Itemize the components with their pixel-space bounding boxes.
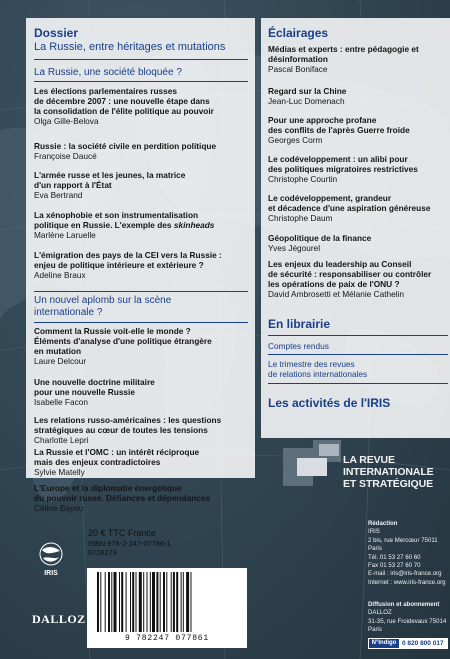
article-title: Les enjeux du leadership au Conseil de sécurité : responsabiliser ou contrôler les opérations de paix de l'ONU ?: [268, 259, 432, 289]
divider: [34, 59, 248, 60]
indigo-number: 0 820 800 017: [402, 640, 444, 647]
redaction-address: 2 bis, rue Mercœur 75011 Paris: [368, 536, 438, 553]
barcode-bars: [95, 572, 239, 634]
diffusion-address: 31-35, rue Froidevaux 75014 Paris: [368, 617, 447, 634]
toc-entry: [34, 86, 248, 126]
indigo-label: N°Indigo: [369, 639, 399, 648]
article-title: L'armée russe et les jeunes, la matrice d'un rapport à l'État: [34, 170, 186, 190]
barcode-bar: [132, 572, 134, 632]
barcode-bar: [150, 572, 151, 632]
article-author: Georges Corm: [268, 135, 323, 145]
toc-entry: [34, 210, 248, 240]
revue-title-line-1: LA REVUE: [343, 454, 395, 466]
librairie-item-comptes-rendus: Comptes rendus: [268, 341, 329, 351]
article-author: David Ambrosetti et Mélanie Cathelin: [268, 289, 405, 299]
barcode-bar: [171, 572, 172, 632]
product-code: 6728273: [88, 548, 117, 557]
article-author: Eva Bertrand: [34, 190, 83, 200]
article-title: Les élections parlementaires russes de décembre 2007 : une nouvelle étape dans la consolidation de l'élite politique au pouvoir: [34, 86, 214, 116]
barcode-bar: [114, 572, 117, 632]
price-block: [88, 528, 248, 557]
barcode-bar: [108, 572, 110, 632]
article-title: Russie : la société civile en perdition politique: [34, 141, 217, 151]
article-title: Pour une approche profane des conflits de l'après Guerre froide: [268, 115, 410, 135]
toc-entry: [34, 250, 248, 280]
article-title: Le codéveloppement, grandeur et décadence d'une aspiration généreuse: [268, 193, 431, 213]
article-title: Regard sur la Chine: [268, 86, 347, 96]
toc-entry: [268, 115, 448, 145]
barcode-bar: [166, 572, 167, 632]
revue-title-line-3: ET STRATÉGIQUE: [343, 478, 433, 490]
dossier-heading: Dossier: [34, 26, 79, 40]
barcode-bar: [111, 572, 112, 632]
toc-entry: [34, 447, 248, 477]
toc-entry: [34, 141, 248, 161]
barcode-bar: [183, 572, 184, 632]
redaction-label: Rédaction: [368, 520, 398, 527]
barcode-bar: [126, 572, 127, 632]
diffusion-name: DALLOZ: [368, 609, 392, 617]
barcode-bar: [130, 572, 131, 632]
barcode-bar: [147, 572, 148, 632]
barcode-bar: [176, 572, 178, 632]
barcode-bar: [160, 572, 161, 632]
redaction-tel: Tél. 01 53 27 60 60: [368, 553, 421, 561]
barcode-bar: [163, 572, 165, 632]
barcode: [87, 568, 247, 648]
article-author: Adeline Braux: [34, 270, 86, 280]
toc-entry: [268, 259, 448, 299]
librairie-item-trimestre: Le trimestre des revues de relations internationales: [268, 359, 368, 379]
article-author: Céline Bayou: [34, 503, 84, 513]
toc-entry: [268, 154, 448, 184]
article-author: Sylvie Matelly: [34, 467, 85, 477]
toc-entry: [268, 233, 448, 253]
article-title: Le codéveloppement : un alibi pour des politiques migratoires restrictives: [268, 154, 418, 174]
barcode-bar: [186, 572, 189, 632]
redaction-fax: Fax 01 53 27 60 70: [368, 562, 421, 570]
isbn: ISBN 978-2-247-07786-1: [88, 539, 171, 548]
article-title: Comment la Russie voit-elle le monde ? Éléments d'analyse d'une politique étrangère en mutation: [34, 326, 212, 356]
toc-entry: [34, 483, 248, 513]
barcode-bar: [181, 572, 182, 632]
article-author: Pascal Boniface: [268, 64, 328, 74]
redaction-email: E-mail : iris@iris-france.org: [368, 570, 442, 578]
diffusion-label: Diffusion et abonnement: [368, 601, 440, 608]
toc-entry: [34, 170, 248, 200]
barcode-bar: [143, 572, 144, 632]
barcode-bar: [139, 572, 142, 632]
divider: [268, 354, 448, 355]
article-author: Olga Gille-Belova: [34, 116, 99, 126]
article-author: Jean-Luc Domenach: [268, 96, 345, 106]
article-title: Les relations russo-américaines : les questions stratégiques au cœur de toutes les tensions: [34, 415, 222, 435]
article-author: Christophe Daum: [268, 213, 333, 223]
revue-title-line-2: INTERNATIONALE: [343, 466, 434, 478]
toc-entry: [268, 193, 448, 223]
article-title: L'émigration des pays de la CEI vers la Russie : enjeu de politique intérieure et extérieure ?: [34, 250, 222, 270]
barcode-bar: [97, 572, 99, 632]
barcode-number: 9 782247 077861: [124, 634, 209, 643]
barcode-bar: [121, 572, 123, 632]
article-author: Marlène Laruelle: [34, 230, 96, 240]
redaction-block: [368, 520, 448, 587]
article-author: Christophe Courtin: [268, 174, 338, 184]
iris-logo-text: IRIS: [44, 570, 58, 577]
toc-entry: [34, 326, 248, 366]
toc-entry: [268, 44, 448, 74]
toc-entry: [268, 359, 448, 379]
barcode-bar: [173, 572, 175, 632]
barcode-bar: [136, 572, 137, 632]
article-title: Médias et experts : entre pédagogie et désinformation: [268, 44, 419, 64]
price: 20 € TTC France: [88, 528, 156, 538]
article-title: L'Europe et la diplomatie énergétique du pouvoir russe. Défiances et dépendances: [34, 483, 211, 503]
article-title: La Russie et l'OMC : un intérêt réciproque mais des enjeux contradictoires: [34, 447, 200, 467]
barcode-bar: [191, 572, 192, 632]
indigo-phone-badge: [368, 638, 448, 649]
eclairages-heading: Éclairages: [268, 26, 329, 40]
article-author: Françoise Daucé: [34, 151, 97, 161]
article-title: La xénophobie et son instrumentalisation politique en Russie. L'exemple des skinheads: [34, 210, 215, 230]
redaction-name: IRIS: [368, 528, 380, 536]
divider: [268, 335, 448, 336]
article-title: Géopolitique de la finance: [268, 233, 372, 243]
article-author: Yves Jégourel: [268, 243, 321, 253]
toc-entry: [268, 86, 448, 106]
article-author: Laure Delcour: [34, 356, 87, 366]
librairie-heading: En librairie: [268, 317, 331, 331]
article-author: Charlotte Lepri: [34, 435, 89, 445]
divider: [34, 81, 248, 82]
activites-heading: Les activités de l'IRIS: [268, 396, 391, 410]
barcode-bar: [152, 572, 155, 632]
dossier-title: La Russie, entre héritages et mutations: [34, 41, 226, 53]
diffusion-block: [368, 601, 448, 635]
section-heading-international: Un nouvel aplomb sur la scène internationale ?: [34, 295, 172, 318]
barcode-bar: [119, 572, 120, 632]
toc-entry: [268, 341, 448, 351]
article-title: Une nouvelle doctrine militaire pour une nouvelle Russie: [34, 377, 155, 397]
section-heading-societe: La Russie, une société bloquée ?: [34, 67, 182, 78]
divider: [34, 322, 248, 323]
barcode-bar: [156, 572, 158, 632]
divider: [268, 383, 448, 384]
toc-entry: [34, 415, 248, 445]
divider: [34, 291, 248, 292]
toc-entry: [34, 377, 248, 407]
redaction-internet: Internet : www.iris-france.org: [368, 578, 446, 586]
barcode-bar: [100, 572, 101, 632]
dalloz-logo: DALLOZ: [32, 612, 86, 626]
barcode-bar: [105, 572, 106, 632]
article-author: Isabelle Facon: [34, 397, 88, 407]
